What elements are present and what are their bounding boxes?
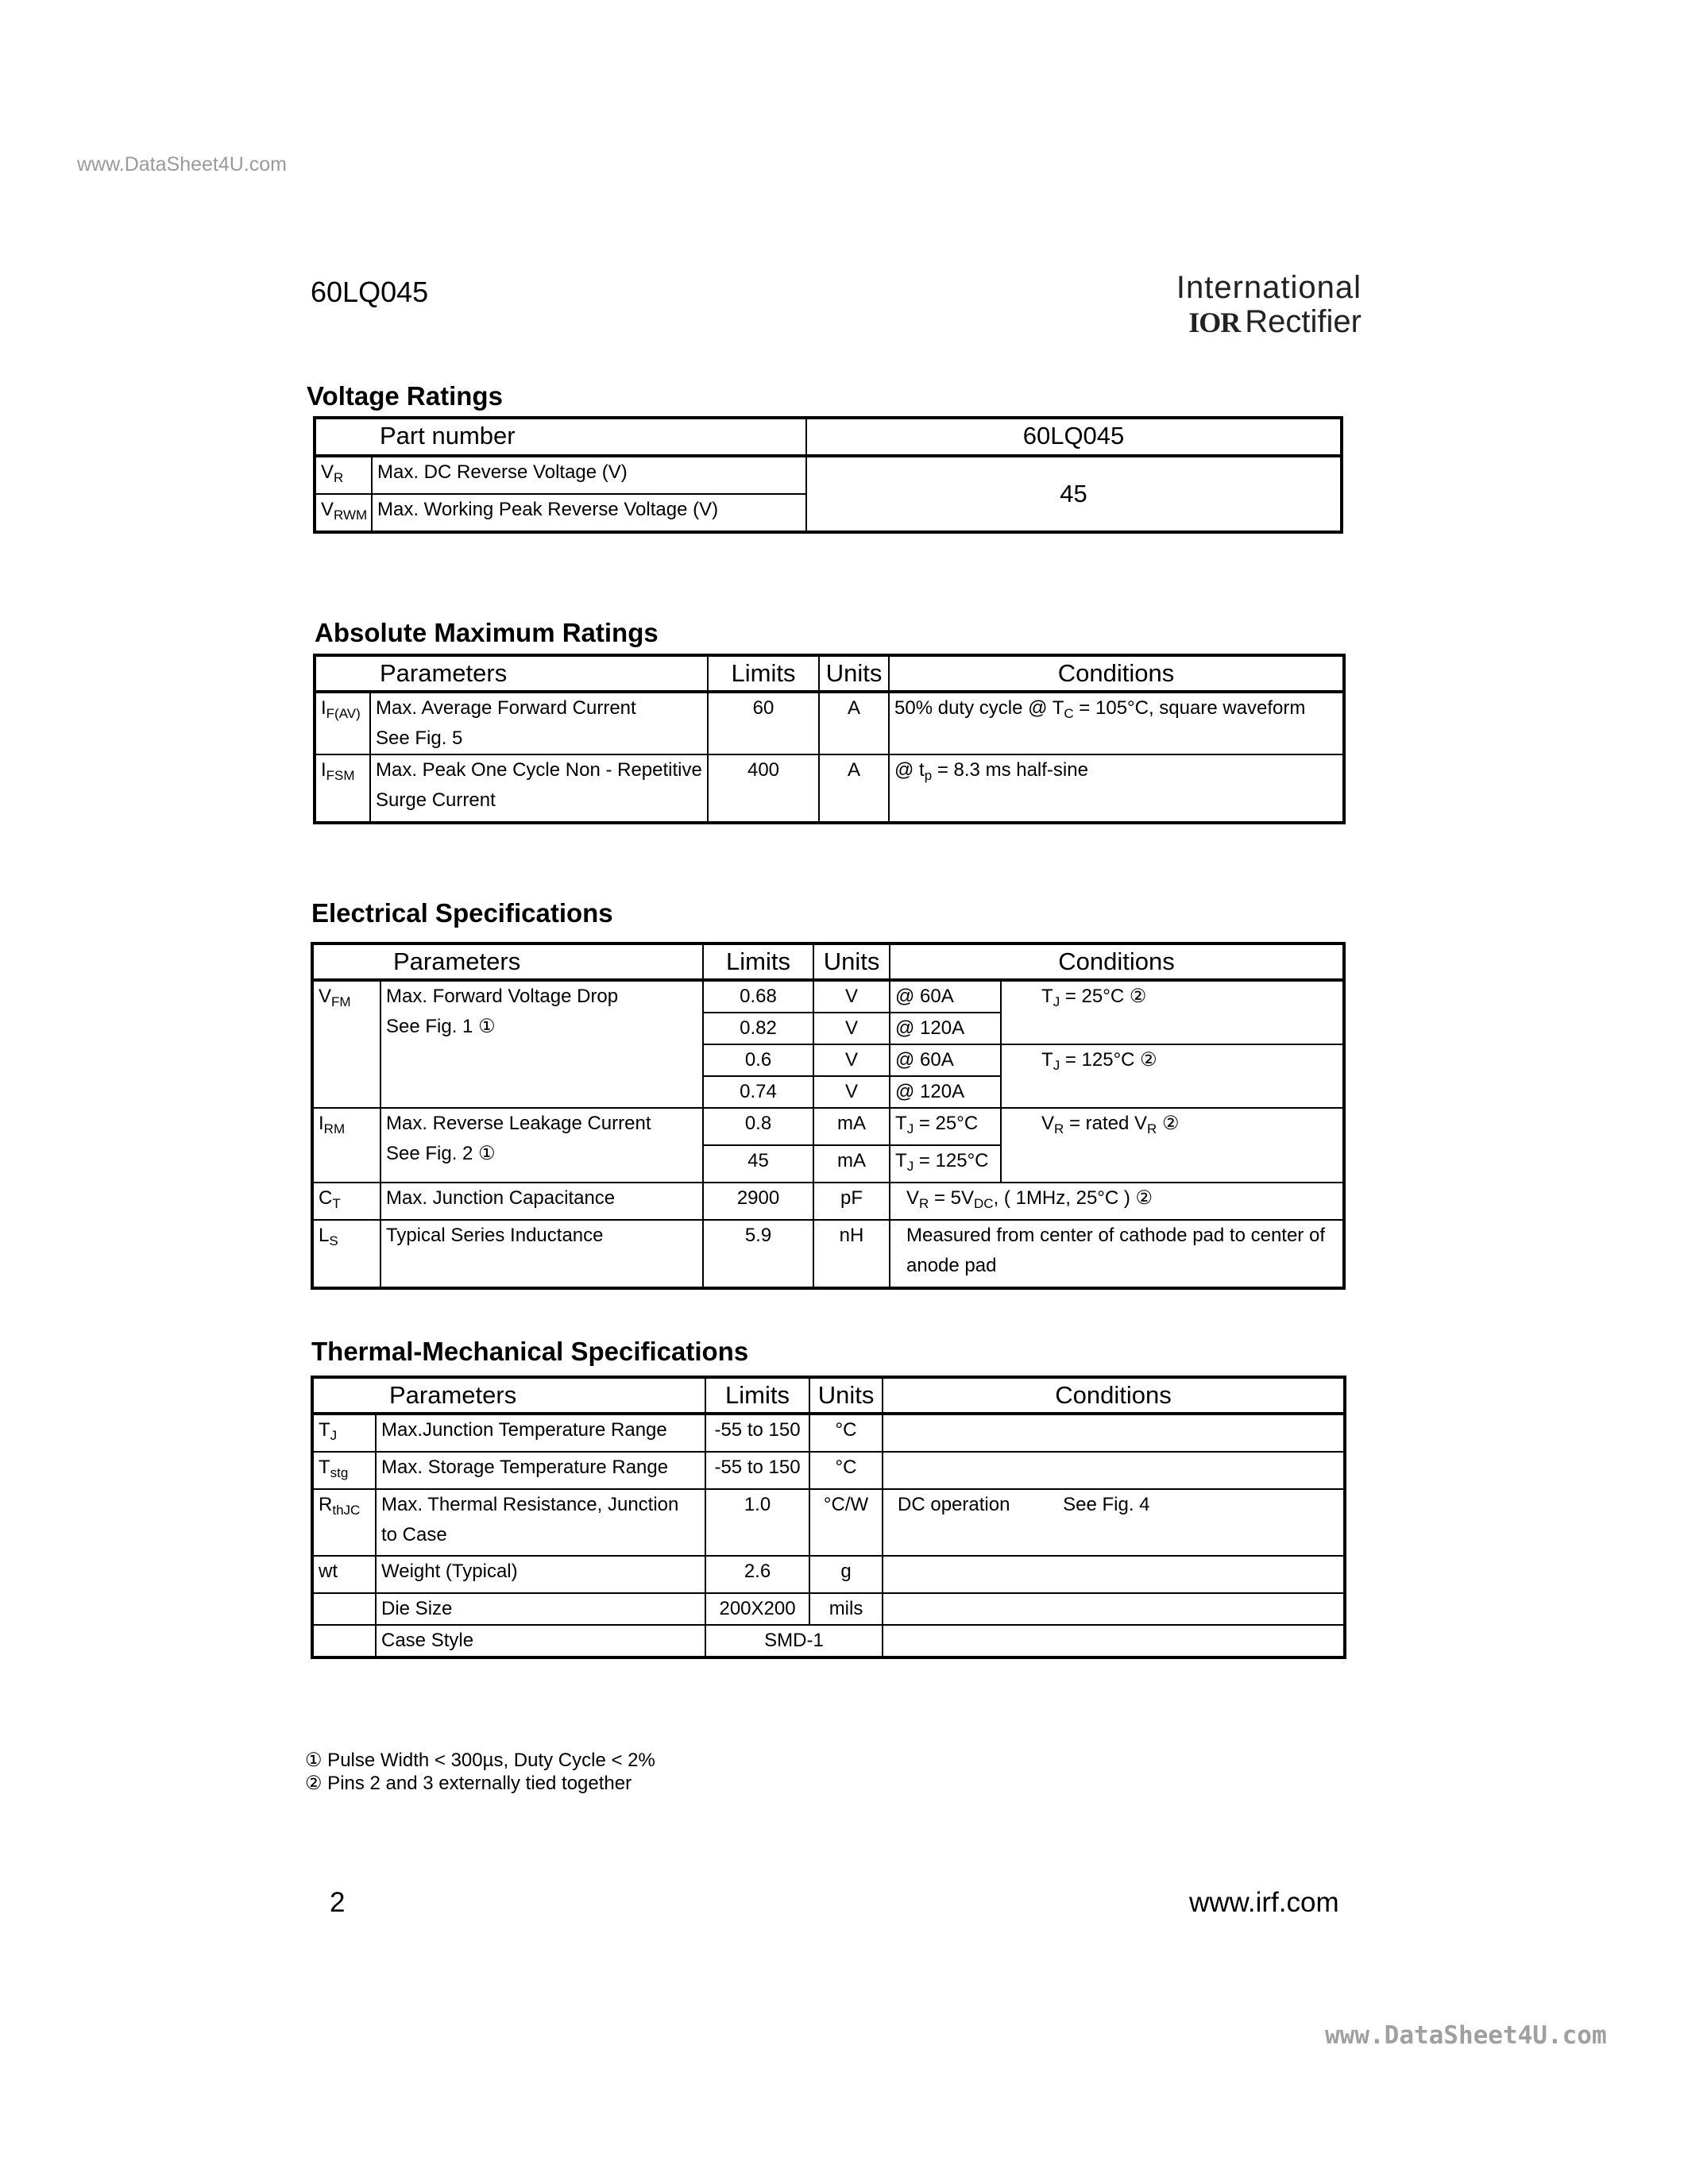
limit-irm-2: 45: [703, 1145, 813, 1183]
sym-vrwm: $V_{RWM}$: [315, 494, 372, 532]
limit-ct: 2900: [703, 1183, 813, 1220]
cond-wt: [883, 1556, 1345, 1593]
voltage-ratings-title: Voltage Ratings: [307, 381, 503, 411]
limit-vfm-3: 0.6: [703, 1044, 813, 1076]
sym-ifsm: $I_{FSM}$: [315, 754, 370, 823]
at-vfm-1: @ 60A: [890, 980, 1001, 1013]
at-vfm-3: @ 60A: [890, 1044, 1001, 1076]
col-parameters: Parameters: [312, 1377, 705, 1414]
footer-url[interactable]: www.irf.com: [1189, 1887, 1339, 1918]
unit-ct: pF: [813, 1183, 890, 1220]
cond-tj: [883, 1414, 1345, 1452]
electrical-specs-table: [311, 942, 1346, 1290]
col-part-number: Part number: [315, 418, 806, 456]
cond-ifsm: @ $t_p = 8.3$ ms half-sine: [889, 754, 1344, 823]
sym-ls: $L_S$: [312, 1220, 380, 1288]
sym-vfm: $V_{FM}$: [312, 980, 380, 1108]
sym-vr: $V_R$: [315, 456, 372, 494]
unit-ls: nH: [813, 1220, 890, 1288]
limit-wt: 2.6: [705, 1556, 809, 1593]
cond-rthjc: DC operation See Fig. 4: [883, 1489, 1345, 1556]
col-conditions: Conditions: [883, 1377, 1345, 1414]
page-number: 2: [330, 1887, 346, 1918]
cond-vfm-tj125: $T_J = 125^\circ C$ ②: [1001, 1044, 1344, 1108]
watermark-bottom: www.DataSheet4U.com: [1325, 2021, 1607, 2050]
unit-tj: °C: [809, 1414, 883, 1452]
desc-ls: Typical Series Inductance: [380, 1220, 703, 1288]
unit-irm-2: mA: [813, 1145, 890, 1183]
col-parameters: Parameters: [312, 943, 703, 980]
col-conditions: Conditions: [890, 943, 1344, 980]
sym-ct: $C_T$: [312, 1183, 380, 1220]
tj-irm-1: $T_J = 25^\circ C$: [890, 1108, 1001, 1145]
thermal-specs-title: Thermal-Mechanical Specifications: [311, 1337, 749, 1366]
limit-vfm-1: 0.68: [703, 980, 813, 1013]
footnote-1: ① Pulse Width < 300µs, Duty Cycle < 2%: [305, 1750, 655, 1771]
limit-tj: -55 to 150: [705, 1414, 809, 1452]
at-vfm-2: @ 120A: [890, 1013, 1001, 1044]
desc-vrwm: Max. Working Peak Reverse Voltage (V): [372, 494, 806, 532]
limit-tstg: -55 to 150: [705, 1452, 809, 1489]
sym-wt: wt: [312, 1556, 376, 1593]
col-conditions: Conditions: [889, 655, 1344, 692]
desc-vfm: Max. Forward Voltage Drop See Fig. 1 ①: [380, 980, 703, 1108]
unit-die: mils: [809, 1593, 883, 1625]
tj-irm-2: $T_J = 125^\circ C$: [890, 1145, 1001, 1183]
col-part-value: 60LQ045: [806, 418, 1342, 456]
cond-irm: $V_R$ = rated $V_R$ ②: [1001, 1108, 1344, 1183]
unit-tstg: °C: [809, 1452, 883, 1489]
cond-die: [883, 1593, 1345, 1625]
voltage-ratings-table: [313, 416, 1343, 534]
unit-vfm-1: V: [813, 980, 890, 1013]
footnote-2: ② Pins 2 and 3 externally tied together: [305, 1773, 632, 1794]
thermal-specs-table: [311, 1376, 1346, 1659]
desc-rthjc: Max. Thermal Resistance, Junction to Case: [376, 1489, 705, 1556]
desc-ifsm: Max. Peak One Cycle Non - Repetitive Surge Current: [370, 754, 708, 823]
col-limits: Limits: [705, 1377, 809, 1414]
cond-ct: $V_R = 5V_{DC}$, ( 1MHz, 25°C ) ②: [890, 1183, 1344, 1220]
col-limits: Limits: [708, 655, 819, 692]
voltage-value: 45: [806, 456, 1342, 532]
absolute-ratings-title: Absolute Maximum Ratings: [315, 618, 659, 647]
unit-irm-1: mA: [813, 1108, 890, 1145]
unit-ifav: A: [819, 692, 889, 754]
logo-ior-mark: IOR: [1188, 307, 1241, 338]
desc-irm: Max. Reverse Leakage Current See Fig. 2 ①: [380, 1108, 703, 1183]
limit-ifav: 60: [708, 692, 819, 754]
logo-line1: International: [1176, 270, 1362, 305]
limit-irm-1: 0.8: [703, 1108, 813, 1145]
unit-vfm-3: V: [813, 1044, 890, 1076]
unit-ifsm: A: [819, 754, 889, 823]
logo-line2: Rectifier: [1245, 304, 1362, 339]
desc-tstg: Max. Storage Temperature Range: [376, 1452, 705, 1489]
col-limits: Limits: [703, 943, 813, 980]
sym-case: [312, 1625, 376, 1657]
col-units: Units: [809, 1377, 883, 1414]
desc-ct: Max. Junction Capacitance: [380, 1183, 703, 1220]
unit-rthjc: °C/W: [809, 1489, 883, 1556]
desc-wt: Weight (Typical): [376, 1556, 705, 1593]
unit-vfm-4: V: [813, 1076, 890, 1108]
sym-irm: $I_{RM}$: [312, 1108, 380, 1183]
sym-rthjc: $R_{thJC}$: [312, 1489, 376, 1556]
sym-tstg: $T_{stg}$: [312, 1452, 376, 1489]
at-vfm-4: @ 120A: [890, 1076, 1001, 1108]
cond-case: [883, 1625, 1345, 1657]
sym-tj: $T_J$: [312, 1414, 376, 1452]
electrical-specs-title: Electrical Specifications: [311, 898, 613, 928]
cond-ifav: 50% duty cycle @ $T_C = 105^\circ C$, square waveform: [889, 692, 1344, 754]
cond-ls: Measured from center of cathode pad to center of anode pad: [890, 1220, 1344, 1288]
cond-tstg: [883, 1452, 1345, 1489]
col-units: Units: [813, 943, 890, 980]
unit-vfm-2: V: [813, 1013, 890, 1044]
unit-wt: g: [809, 1556, 883, 1593]
limit-ifsm: 400: [708, 754, 819, 823]
watermark-top: www.DataSheet4U.com: [77, 153, 288, 176]
absolute-ratings-table: [313, 654, 1346, 824]
desc-die: Die Size: [376, 1593, 705, 1625]
desc-case: Case Style: [376, 1625, 705, 1657]
col-units: Units: [819, 655, 889, 692]
limit-ls: 5.9: [703, 1220, 813, 1288]
cond-vfm-tj25: $T_J = 25^\circ C$ ②: [1001, 980, 1344, 1044]
limit-case: SMD-1: [705, 1625, 883, 1657]
limit-rthjc: 1.0: [705, 1489, 809, 1556]
sym-die: [312, 1593, 376, 1625]
limit-vfm-2: 0.82: [703, 1013, 813, 1044]
col-parameters: Parameters: [315, 655, 708, 692]
desc-vr: Max. DC Reverse Voltage (V): [372, 456, 806, 494]
desc-ifav: Max. Average Forward Current See Fig. 5: [370, 692, 708, 754]
sym-ifav: $I_{F(AV)}$: [315, 692, 370, 754]
limit-vfm-4: 0.74: [703, 1076, 813, 1108]
page-title: 60LQ045: [311, 276, 429, 308]
company-logo: [1176, 270, 1362, 340]
desc-tj: Max.Junction Temperature Range: [376, 1414, 705, 1452]
limit-die: 200X200: [705, 1593, 809, 1625]
